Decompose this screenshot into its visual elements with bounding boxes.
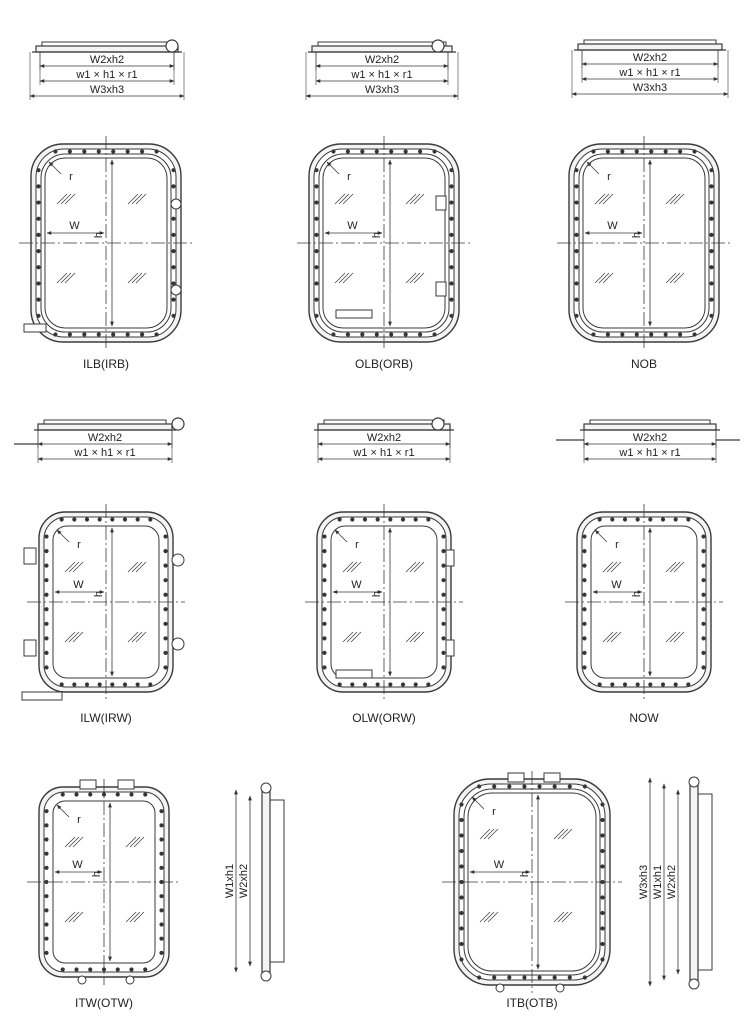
- radius-label: r: [607, 171, 611, 183]
- dim-w2h2: W2xh2: [87, 432, 123, 444]
- side-dim-w1h1: W1xh1: [224, 863, 236, 899]
- caption-itw: ITW(OTW): [75, 996, 133, 1010]
- radius-label: r: [615, 539, 619, 551]
- radius-label: r: [355, 539, 359, 551]
- caption-ilb: ILB(IRB): [82, 357, 130, 371]
- width-label: W: [351, 579, 362, 591]
- olb-front-view: [297, 136, 471, 350]
- width-label: W: [69, 220, 80, 232]
- caption-itb: ITB(OTB): [506, 996, 558, 1010]
- height-label: h: [93, 231, 105, 239]
- height-label: h: [371, 231, 383, 239]
- itb-front-view: [442, 771, 622, 993]
- side-dim-w3h3: W3xh3: [638, 864, 650, 900]
- caption-olw: OLW(ORW): [352, 711, 416, 725]
- dim-w2h2: W2xh2: [366, 432, 402, 444]
- dim-w2h2: W2xh2: [364, 54, 400, 66]
- height-label: h: [371, 590, 383, 598]
- height-label: h: [519, 870, 531, 878]
- caption-olb: OLB(ORB): [354, 357, 414, 371]
- now-front-view: [565, 504, 723, 700]
- height-label: h: [631, 590, 643, 598]
- radius-label: r: [347, 171, 351, 183]
- width-label: W: [73, 579, 84, 591]
- radius-label: r: [492, 806, 496, 818]
- dim-w1h1r1: w1 × h1 × r1: [76, 69, 138, 81]
- dim-w3h3: W3xh3: [632, 82, 668, 94]
- dim-w1h1r1: w1 × h1 × r1: [619, 67, 681, 79]
- width-label: W: [607, 220, 618, 232]
- radius-label: r: [77, 539, 81, 551]
- itw-front-view: [27, 779, 181, 985]
- side-dim-w2h2: W2xh2: [666, 864, 678, 900]
- ilb-front-view: [19, 136, 193, 350]
- dim-w3h3: W3xh3: [89, 84, 125, 96]
- dim-w2h2: W2xh2: [632, 432, 668, 444]
- radius-label: r: [69, 171, 73, 183]
- dim-w2h2: W2xh2: [632, 52, 668, 64]
- side-dim-w2h2: W2xh2: [238, 863, 250, 899]
- dim-w3h3: W3xh3: [364, 84, 400, 96]
- caption-now: NOW: [629, 711, 659, 725]
- dim-w1h1r1: w1 × h1 × r1: [351, 69, 413, 81]
- width-label: W: [611, 579, 622, 591]
- ilw-front-view: [27, 504, 185, 700]
- side-dim-w1h1: W1xh1: [652, 864, 664, 900]
- dim-w1h1r1: w1 × h1 × r1: [619, 447, 681, 459]
- caption-nob: NOB: [630, 357, 658, 371]
- height-label: h: [93, 590, 105, 598]
- radius-label: r: [77, 814, 81, 826]
- nob-front-view: [557, 136, 731, 350]
- width-label: W: [72, 859, 83, 871]
- width-label: W: [493, 859, 505, 871]
- dim-w1h1r1: w1 × h1 × r1: [353, 447, 415, 459]
- height-label: h: [631, 231, 643, 239]
- height-label: h: [91, 870, 103, 878]
- caption-ilw: ILW(IRW): [80, 711, 132, 725]
- dim-w2h2: W2xh2: [89, 54, 125, 66]
- width-label: W: [347, 220, 358, 232]
- olw-front-view: [305, 504, 463, 700]
- dim-w1h1r1: w1 × h1 × r1: [74, 447, 136, 459]
